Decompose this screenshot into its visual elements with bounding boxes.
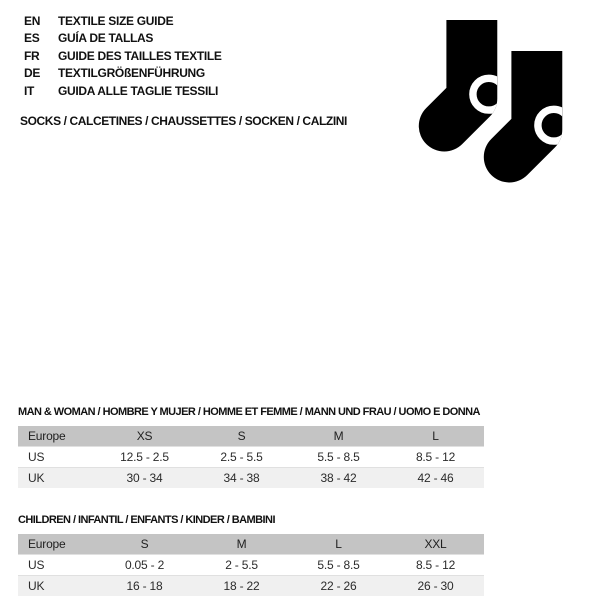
- language-label: GUIDE DES TAILLES TEXTILE: [58, 48, 222, 63]
- column-header: S: [96, 534, 193, 554]
- language-code: FR: [24, 48, 40, 63]
- language-code: IT: [24, 83, 35, 98]
- table-row: [18, 575, 484, 596]
- language-row: [24, 65, 222, 82]
- size-table-adult-section: [18, 406, 484, 488]
- language-code: EN: [24, 14, 41, 28]
- size-cell: 12.5 - 2.5: [120, 449, 169, 464]
- column-header: Europe: [18, 426, 96, 446]
- table-header-row: [18, 534, 484, 554]
- column-header: S: [193, 426, 290, 446]
- size-cell: 30 - 34: [126, 470, 163, 485]
- language-code: ES: [24, 31, 40, 46]
- language-label: TEXTILGRÖßENFÜHRUNG: [58, 66, 205, 81]
- table-header-row: [18, 426, 484, 446]
- language-list: [24, 13, 222, 100]
- row-label: US: [28, 449, 45, 464]
- row-label: US: [28, 557, 45, 572]
- size-cell: 5.5 - 8.5: [317, 557, 360, 572]
- size-cell: 42 - 46: [417, 470, 454, 485]
- column-header: L: [290, 534, 387, 554]
- column-header: M: [193, 534, 290, 554]
- table-row: [18, 446, 484, 467]
- size-cell: 18 - 22: [223, 578, 260, 593]
- size-table-adult: [18, 426, 484, 488]
- size-table-children-section: [18, 514, 484, 596]
- table-title-adult: MAN & WOMAN / HOMBRE Y MUJER / HOMME ET FEMME / MANN UND FRAU / UOMO E DONNA: [18, 406, 480, 418]
- column-header: XXL: [387, 534, 484, 554]
- language-code: DE: [24, 66, 41, 81]
- size-cell: 0.05 - 2: [124, 557, 165, 572]
- table-row: [18, 554, 484, 575]
- size-cell: 16 - 18: [126, 578, 163, 593]
- size-table-children: [18, 534, 484, 596]
- size-cell: 2.5 - 5.5: [220, 449, 263, 464]
- size-cell: 2 - 5.5: [225, 557, 258, 572]
- language-row: [24, 13, 222, 30]
- size-cell: 22 - 26: [320, 578, 357, 593]
- column-header: XS: [96, 426, 193, 446]
- socks-icon: [392, 8, 572, 193]
- table-row: [18, 467, 484, 488]
- language-label: TEXTILE SIZE GUIDE: [58, 14, 174, 28]
- category-title: SOCKS / CALCETINES / CHAUSSETTES / SOCKEN / CALZINI: [20, 114, 347, 128]
- size-cell: 8.5 - 12: [415, 557, 456, 572]
- size-cell: 5.5 - 8.5: [317, 449, 360, 464]
- language-label: GUIDA ALLE TAGLIE TESSILI: [58, 83, 219, 98]
- language-row: [24, 48, 222, 65]
- size-cell: 26 - 30: [417, 578, 454, 593]
- language-row: [24, 30, 222, 47]
- row-label: UK: [28, 470, 45, 485]
- column-header: L: [387, 426, 484, 446]
- row-label: UK: [28, 578, 45, 593]
- size-cell: 38 - 42: [320, 470, 357, 485]
- table-title-children: CHILDREN / INFANTIL / ENFANTS / KINDER / BAMBINI: [18, 514, 275, 526]
- language-label: GUÍA DE TALLAS: [58, 31, 154, 46]
- size-cell: 8.5 - 12: [415, 449, 456, 464]
- size-cell: 34 - 38: [223, 470, 260, 485]
- language-row: [24, 83, 222, 100]
- column-header: M: [290, 426, 387, 446]
- column-header: Europe: [18, 534, 96, 554]
